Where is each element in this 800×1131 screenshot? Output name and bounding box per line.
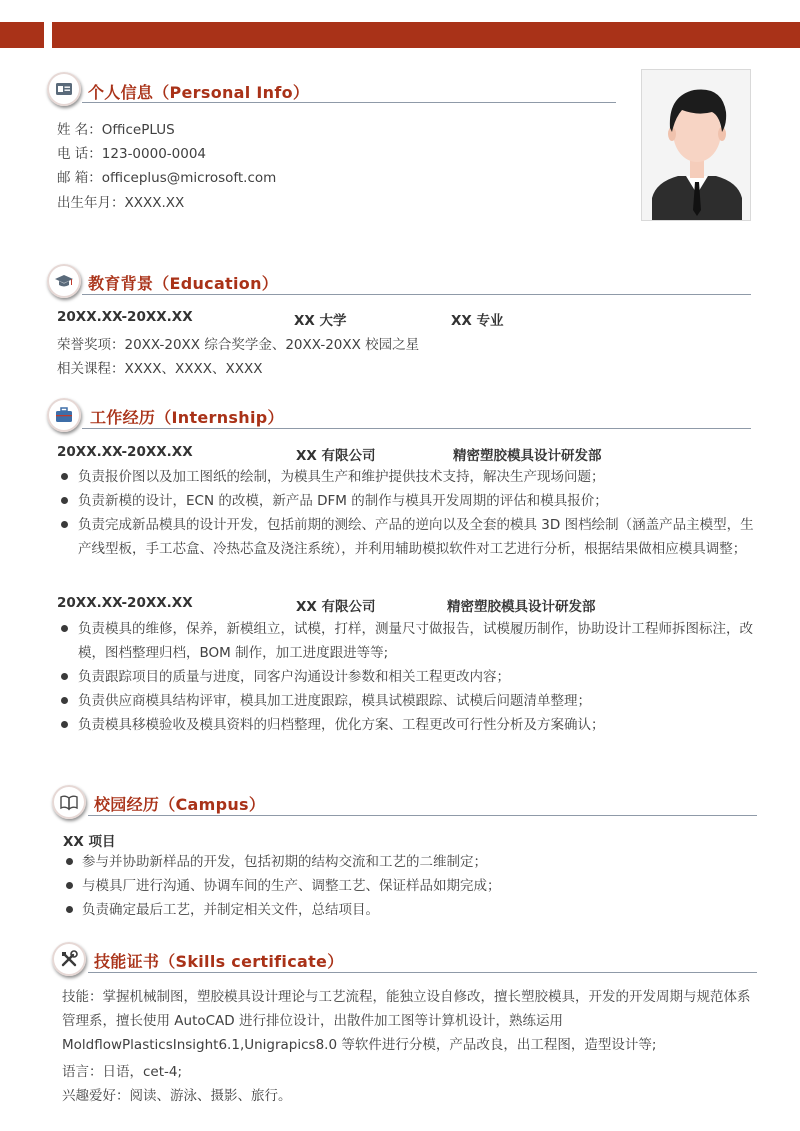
header-bar-left [0,22,44,48]
education-period: 20XX.XX-20XX.XX [57,309,193,325]
bullet-dot [61,497,68,504]
job-period: 20XX.XX-20XX.XX [57,444,193,460]
bullet-dot [66,858,73,865]
section-title-skills: 技能证书（Skills certificate） [94,952,344,971]
education-courses: 相关课程：XXXX、XXXX、XXXX [57,361,263,377]
section-divider [82,102,616,103]
info-row: 邮 箱：officeplus@microsoft.com [57,170,277,186]
skills-text: 技能：掌握机械制图，塑胶模具设计理论与工艺流程，能独立设自修改，擅长塑胶模具，开发的开发周期与规范体系管理系，擅长使用 AutoCAD 进行排位设计，出散件加工图等计算机设计，熟练运用 MoldflowPlasticsInsight6.1,Unigrapics8.0 等软件进行分模，产品改良，出工程图，造型设计等; [62,989,751,1053]
briefcase-icon [47,398,81,432]
id-card-icon [47,72,81,106]
language-text: 语言：日语，cet-4; [62,1064,183,1080]
bullet-dot [61,673,68,680]
section-title-campus: 校园经历（Campus） [94,795,266,814]
job-bullet: 负责报价图以及加工图纸的绘制，为模具生产和维护提供技术支持，解决生产现场问题； [78,469,605,485]
education-honors: 荣誉奖项：20XX-20XX 综合奖学金、20XX-20XX 校园之星 [57,337,420,353]
education-major: XX 专业 [451,313,504,329]
header-bar-right [52,22,800,48]
info-row: 姓 名：OfficePLUS [57,122,175,138]
section-divider [88,972,757,973]
section-title-education: 教育背景（Education） [88,274,279,293]
campus-bullet: 负责确定最后工艺，并制定相关文件，总结项目。 [82,902,379,918]
job-bullet: 负责新模的设计，ECN 的改模，新产品 DFM 的制作与模具开发周期的评估和模具报价； [78,493,608,509]
bullet-dot [61,521,68,528]
campus-bullet: 与模具厂进行沟通、协调车间的生产、调整工艺、保证样品如期完成； [82,878,501,894]
avatar-photo [641,69,751,221]
info-row: 电 话：123-0000-0004 [57,146,207,162]
tools-icon [52,942,86,976]
bullet-dot [61,721,68,728]
bullet-dot [61,625,68,632]
job-period: 20XX.XX-20XX.XX [57,595,193,611]
job-dept: 精密塑胶模具设计研发部 [453,448,602,464]
job-bullet: 负责模具移模验收及模具资料的归档整理，优化方案、工程更改可行性分析及方案确认； [78,717,605,733]
job-bullet: 负责供应商模具结构评审，模具加工进度跟踪，模具试模跟踪、试模后问题清单整理； [78,693,591,709]
education-school: XX 大学 [294,313,347,329]
bullet-dot [61,473,68,480]
bullet-dot [66,906,73,913]
job-bullet: 负责跟踪项目的质量与进度，同客户沟通设计参数和相关工程更改内容； [78,669,510,685]
campus-bullet: 参与并协助新样品的开发，包括初期的结构交流和工艺的二维制定； [82,854,487,870]
job-bullet: 负责模具的维修，保养，新模组立，试模，打样，测量尺寸做报告，试模履历制作，协助设计工程师拆图标注，改模，图档整理归档，BOM 制作，加工进度跟进等等; [78,621,753,661]
section-divider [82,428,751,429]
job-bullet: 负责完成新品模具的设计开发，包括前期的测绘、产品的逆向以及全套的模具 3D 图档绘制（涵盖产品主模型，生产线型板，手工芯盒、冷热芯盒及浇注系统），并利用辅助模拟软件对工艺进行分析，根据结果做相应模具调整； [78,517,754,557]
section-title-work: 工作经历（Internship） [90,408,284,427]
campus-project: XX 项目 [63,834,116,850]
job-dept: 精密塑胶模具设计研发部 [447,599,596,615]
bullet-dot [61,697,68,704]
section-title-personal: 个人信息（Personal Info） [88,83,310,102]
job-company: XX 有限公司 [296,599,376,615]
info-row: 出生年月：XXXX.XX [57,195,185,211]
section-divider [82,294,751,295]
job-company: XX 有限公司 [296,448,376,464]
section-divider [88,815,757,816]
hobbies-text: 兴趣爱好：阅读、游泳、摄影、旅行。 [62,1088,292,1104]
graduation-cap-icon [47,264,81,298]
bullet-dot [66,882,73,889]
open-book-icon [52,785,86,819]
